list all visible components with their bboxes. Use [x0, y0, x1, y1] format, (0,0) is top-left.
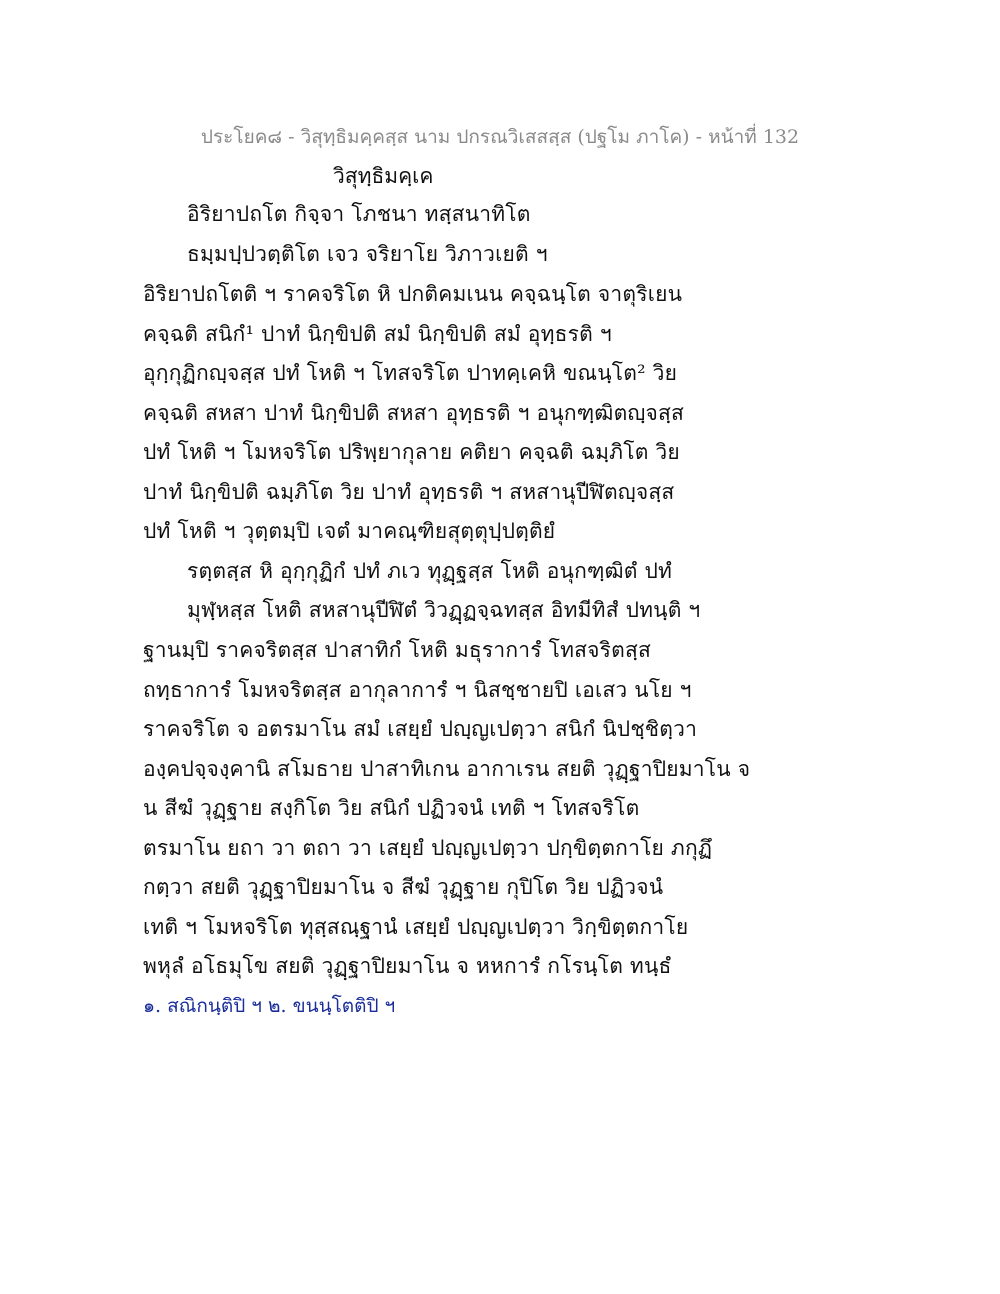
body-line: ปทํ โหติ ฯ วุตฺตมฺปิ เจตํ มาคณฺฑิยสุตฺตุปฺปตฺติยํ	[143, 519, 556, 543]
body-line: ราคจริโต จ อตรมาโน สมํ เสยฺยํ ปญฺญเปตฺวา สนิกํ นิปชฺชิตฺวา	[143, 717, 698, 741]
body-line: ตรมาโน ยถา วา ตถา วา เสยฺยํ ปญฺญเปตฺวา ปกฺขิตฺตกาโย ภกุฏึ	[143, 836, 713, 860]
body-line: ปทํ โหติ ฯ โมหจริโต ปริพฺยากุลาย คติยา คจฺฉติ ฉมฺภิโต วิย	[143, 440, 680, 464]
section-title: วิสุทฺธิมคฺเค	[333, 164, 434, 188]
body-line: น สีฆํ วุฏฺฐาย สงฺกิโต วิย สนิกํ ปฏิวจนํ เทติ ฯ โทสจริโต	[143, 796, 640, 820]
body-line: คจฺฉติ สนิกํ¹ ปาทํ นิกฺขิปติ สมํ นิกฺขิปติ สมํ อุทฺธรติ ฯ	[143, 322, 612, 346]
verse-line-1: อิริยาปถโต กิจฺจา โภชนา ทสฺสนาทิโต	[187, 202, 531, 226]
body-line: กตฺวา สยติ วุฏฺฐาปิยมาโน จ สีฆํ วุฏฺฐาย กุปิโต วิย ปฏิวจนํ	[143, 875, 664, 899]
verse-line-4: มุฬฺหสฺส โหติ สหสานุปีฬิตํ วิวฏฺฏจฺฉทสฺส อิทมีทิสํ ปทนฺติ ฯ	[187, 598, 701, 622]
body-line: อิริยาปถโตติ ฯ ราคจริโต หิ ปกติคมเนน คจฺฉนฺโต จาตุริเยน	[143, 282, 683, 306]
verse-line-3: รตฺตสฺส หิ อุกฺกุฏิกํ ปทํ ภเว ทุฏฺฐสฺส โหติ อนุกฑฺฒิตํ ปทํ	[187, 559, 673, 583]
body-line: ฐานมฺปิ ราคจริตสฺส ปาสาทิกํ โหติ มธุราการํ โทสจริตสฺส	[143, 638, 652, 662]
body-line: อุกฺกุฏิกญฺจสฺส ปทํ โหติ ฯ โทสจริโต ปาทคฺเคหิ ขณนฺโต² วิย	[143, 361, 678, 385]
body-line: ถทฺธาการํ โมหจริตสฺส อากุลาการํ ฯ นิสชฺชายปิ เอเสว นโย ฯ	[143, 678, 692, 702]
body-line: ปาทํ นิกฺขิปติ ฉมฺภิโต วิย ปาทํ อุทฺธรติ ฯ สหสานุปีฬิตญฺจสฺส	[143, 480, 675, 504]
body-line: พหุลํ อโธมุโข สยติ วุฏฺฐาปิยมาโน จ หหการํ กโรนฺโต ทนฺธํ	[143, 954, 672, 978]
footnote: ๑. สณิกนฺติปิ ฯ ๒. ขนนฺโตติปิ ฯ	[143, 995, 396, 1017]
body-line: เทติ ฯ โมหจริโต ทุสฺสณฺฐานํ เสยฺยํ ปญฺญเปตฺวา วิกฺขิตฺตกาโย	[143, 915, 689, 939]
verse-line-2: ธมฺมปฺปวตฺติโต เจว จริยาโย วิภาวเยติ ฯ	[187, 242, 548, 266]
body-line: คจฺฉติ สหสา ปาทํ นิกฺขิปติ สหสา อุทฺธรติ ฯ อนุกฑฺฒิตญฺจสฺส	[143, 401, 685, 425]
body-line: องฺคปจฺจงฺคานิ สโมธาย ปาสาทิเกน อากาเรน สยติ วุฏฺฐาปิยมาโน จ	[143, 757, 751, 781]
running-header: ประโยค๘ - วิสุทฺธิมคฺคสฺส นาม ปกรณวิเสสสฺส (ปฐโม ภาโค) - หน้าที่ 132	[200, 126, 800, 148]
